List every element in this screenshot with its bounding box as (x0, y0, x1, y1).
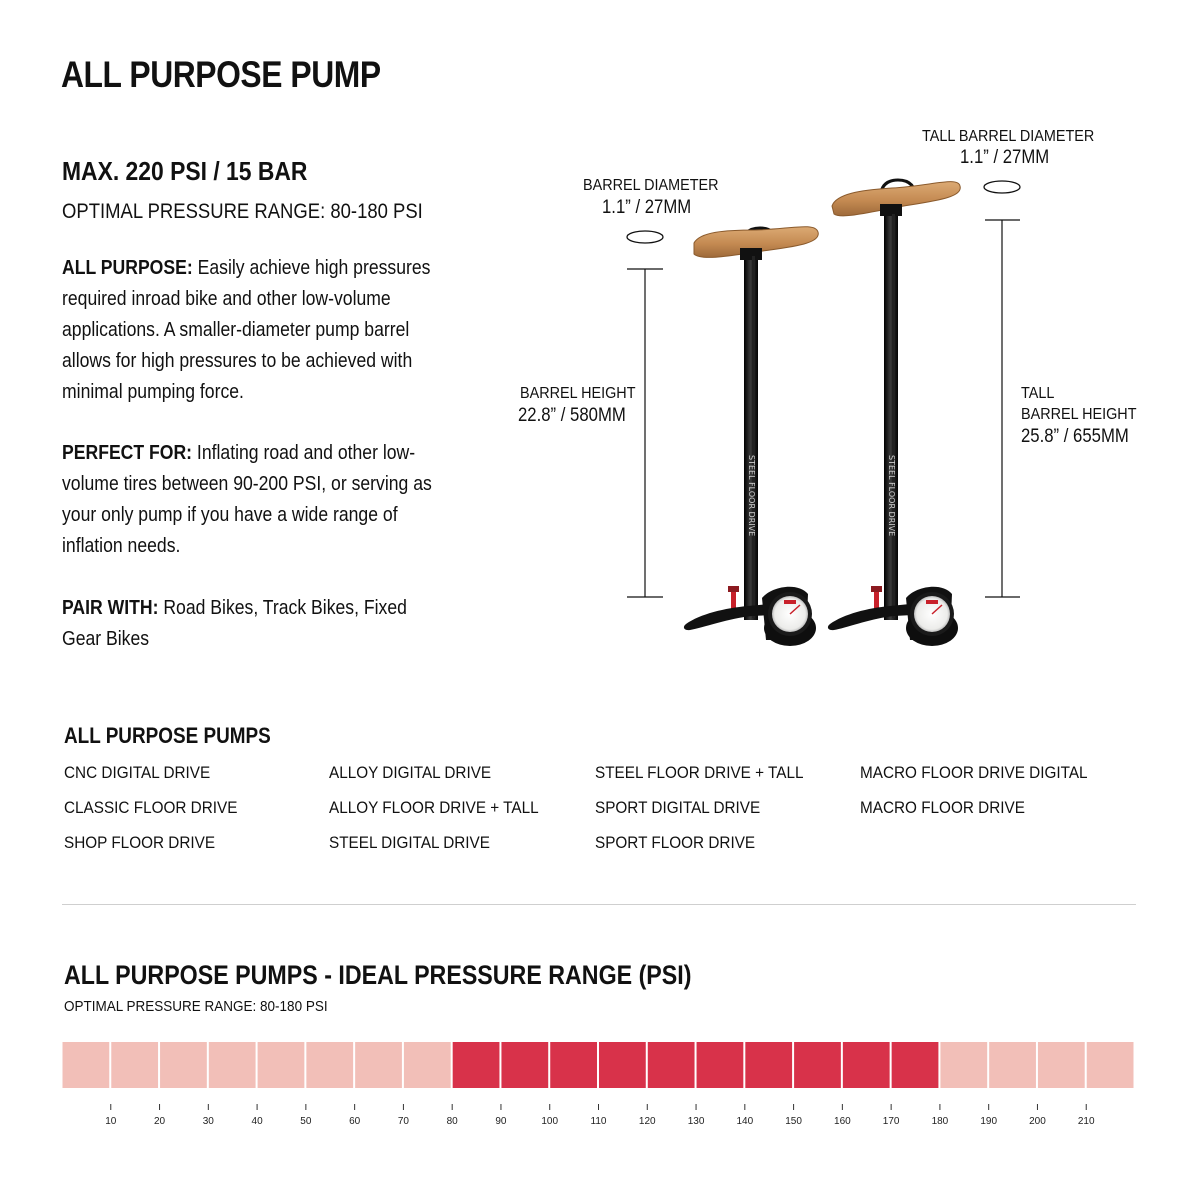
pressure-range-subheading: OPTIMAL PRESSURE RANGE: 80-180 PSI (64, 998, 328, 1015)
pump-list-item[interactable]: SPORT FLOOR DRIVE (595, 833, 756, 852)
pair-with-text: Road Bikes, Track Bikes, Fixed Gear Bikes (62, 597, 407, 650)
pressure-segment (1038, 1042, 1085, 1088)
pressure-segment-optimal (745, 1042, 792, 1088)
pump-list-item[interactable]: MACRO FLOOR DRIVE DIGITAL (860, 763, 1088, 782)
tick-label: 20 (153, 1116, 166, 1127)
tick-label: 120 (638, 1116, 656, 1127)
tick-label: 100 (541, 1116, 559, 1127)
optimal-pressure-range: OPTIMAL PRESSURE RANGE: 80-180 PSI (62, 200, 423, 223)
tick-label: 170 (882, 1116, 900, 1127)
tick-label: 180 (931, 1116, 949, 1127)
tall-pump-illustration (828, 180, 960, 646)
tall-barrel-diameter-label: TALL BARREL DIAMETER (922, 128, 1095, 145)
pump-list-item[interactable]: CLASSIC FLOOR DRIVE (64, 798, 238, 817)
tick-label: 90 (495, 1116, 507, 1127)
barrel-height-value: 22.8” / 580MM (518, 405, 626, 426)
pump-list-item[interactable]: SPORT DIGITAL DRIVE (595, 798, 761, 817)
pressure-segment (404, 1042, 451, 1088)
tall-barrel-height-value: 25.8” / 655MM (1021, 426, 1129, 447)
tick-label: 60 (349, 1116, 361, 1127)
tall-label: TALL (1021, 385, 1055, 402)
tall-barrel-diameter-value: 1.1” / 27MM (960, 147, 1050, 168)
barrel-height-label: BARREL HEIGHT (520, 385, 636, 402)
pressure-segment-optimal (697, 1042, 744, 1088)
pressure-segment-optimal (501, 1042, 548, 1088)
tick-label: 160 (834, 1116, 851, 1127)
pump-list-item[interactable]: MACRO FLOOR DRIVE (860, 798, 1025, 817)
tall-barrel-height-label: BARREL HEIGHT (1021, 406, 1137, 423)
tall-barrel-diameter-ellipse (984, 181, 1020, 193)
tick-label: 130 (687, 1116, 705, 1127)
pressure-segment-optimal (794, 1042, 841, 1088)
tick-label: 140 (736, 1116, 754, 1127)
standard-pump-illustration (684, 227, 818, 646)
pressure-segment (306, 1042, 353, 1088)
tick-label: 150 (785, 1116, 802, 1127)
pair-with-label: PAIR WITH: (62, 597, 159, 619)
section-divider (62, 904, 1136, 905)
pressure-segment (258, 1042, 305, 1088)
pressure-segment-optimal (599, 1042, 646, 1088)
pressure-range-heading: ALL PURPOSE PUMPS - IDEAL PRESSURE RANGE (PSI) (64, 960, 692, 990)
pressure-segment-optimal (648, 1042, 695, 1088)
perfect-for-text: Inflating road and other low-volume tires between 90-200 PSI, or serving as your only pump if you have a wide range of inflation needs. (62, 442, 432, 557)
pump-list-item[interactable]: ALLOY DIGITAL DRIVE (329, 763, 492, 782)
tick-label: 110 (590, 1116, 607, 1127)
all-purpose-label: ALL PURPOSE: (62, 257, 193, 279)
pump-list-item[interactable]: STEEL DIGITAL DRIVE (329, 833, 490, 852)
tick-label: 30 (202, 1116, 214, 1127)
max-pressure-spec: MAX. 220 PSI / 15 BAR (62, 156, 308, 186)
pressure-segment-optimal (843, 1042, 890, 1088)
pressure-segment (111, 1042, 158, 1088)
barrel-height-bracket (627, 269, 663, 597)
tick-label: 200 (1029, 1116, 1046, 1127)
pressure-segment (355, 1042, 402, 1088)
pump-list-item[interactable]: SHOP FLOOR DRIVE (64, 833, 216, 852)
tall-barrel-height-bracket (985, 220, 1020, 597)
perfect-for-label: PERFECT FOR: (62, 442, 193, 464)
all-purpose-text: Easily achieve high pressures required inroad bike and other low-volume applications. A smaller-diameter pump barrel allows for high pressures to be achieved with minimal pumping force. (62, 257, 431, 403)
pressure-segment-optimal (550, 1042, 597, 1088)
pump-list-item[interactable]: CNC DIGITAL DRIVE (64, 763, 211, 782)
barrel-diameter-label: BARREL DIAMETER (583, 177, 719, 194)
pumps-list-heading: ALL PURPOSE PUMPS (64, 723, 271, 748)
pressure-segment (160, 1042, 207, 1088)
barrel-diameter-ellipse (627, 231, 663, 243)
pressure-segment (63, 1042, 110, 1088)
tick-label: 10 (105, 1116, 117, 1127)
pressure-range-chart (0, 1030, 1200, 1140)
tick-label: 40 (251, 1116, 263, 1127)
barrel-diameter-value: 1.1” / 27MM (602, 197, 692, 218)
tick-label: 80 (446, 1116, 458, 1127)
barrel-print-standard: STEEL FLOOR DRIVE (747, 455, 756, 537)
pressure-segment (209, 1042, 256, 1088)
tick-label: 190 (980, 1116, 998, 1127)
pressure-segment (940, 1042, 987, 1088)
barrel-print-tall: STEEL FLOOR DRIVE (887, 455, 896, 537)
tick-label: 50 (300, 1116, 312, 1127)
pump-list-item[interactable]: STEEL FLOOR DRIVE + TALL (595, 763, 804, 782)
tick-label: 210 (1077, 1116, 1095, 1127)
pressure-segment (989, 1042, 1036, 1088)
tick-label: 70 (397, 1116, 409, 1127)
pump-list-item[interactable]: ALLOY FLOOR DRIVE + TALL (329, 798, 539, 817)
pressure-segment (1087, 1042, 1134, 1088)
pressure-segment-optimal (892, 1042, 939, 1088)
page-title: ALL PURPOSE PUMP (61, 54, 381, 95)
pressure-segment-optimal (453, 1042, 500, 1088)
